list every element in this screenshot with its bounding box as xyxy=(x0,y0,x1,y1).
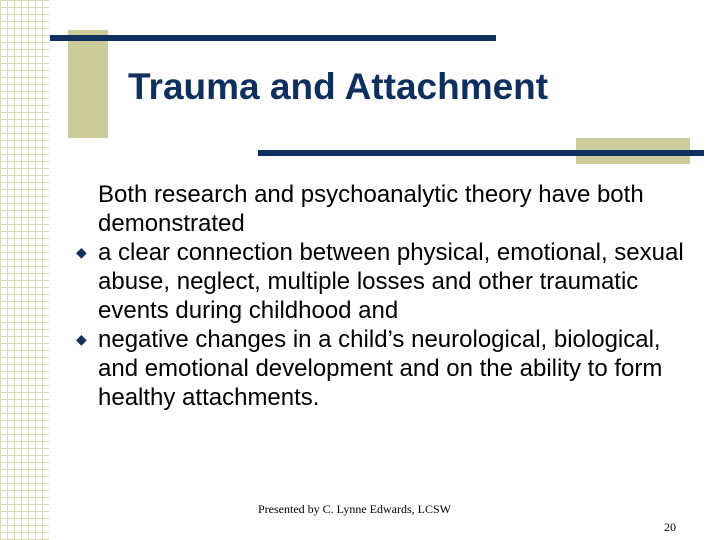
grid-pattern-strip xyxy=(0,0,50,540)
bullet-item-connection xyxy=(76,238,698,325)
page-number: 20 xyxy=(664,520,676,534)
grid-strip-edge xyxy=(49,0,50,540)
presenter-footer: Presented by C. Lynne Edwards, LCSW xyxy=(258,502,451,516)
paragraph-text: a clear connection between physical, emotional, sexual abuse, neglect, multiple losses and other traumatic events during childhood and xyxy=(98,239,684,324)
bottom-accent-bar xyxy=(258,150,704,156)
top-accent-bar xyxy=(50,35,496,41)
paragraph-text: Both research and psychoanalytic theory have both demonstrated xyxy=(98,181,644,237)
bullet-item-changes xyxy=(76,325,698,412)
slide-body xyxy=(76,180,698,412)
slide-title: Trauma and Attachment xyxy=(128,66,549,107)
body-paragraph-intro xyxy=(98,180,698,238)
diamond-bullet-icon: ◆ xyxy=(76,244,87,260)
diamond-bullet-icon: ◆ xyxy=(76,331,87,347)
paragraph-text: negative changes in a child’s neurological, biological, and emotional development and on the ability to form healthy attachments. xyxy=(98,326,663,411)
title-accent-block xyxy=(68,30,108,138)
